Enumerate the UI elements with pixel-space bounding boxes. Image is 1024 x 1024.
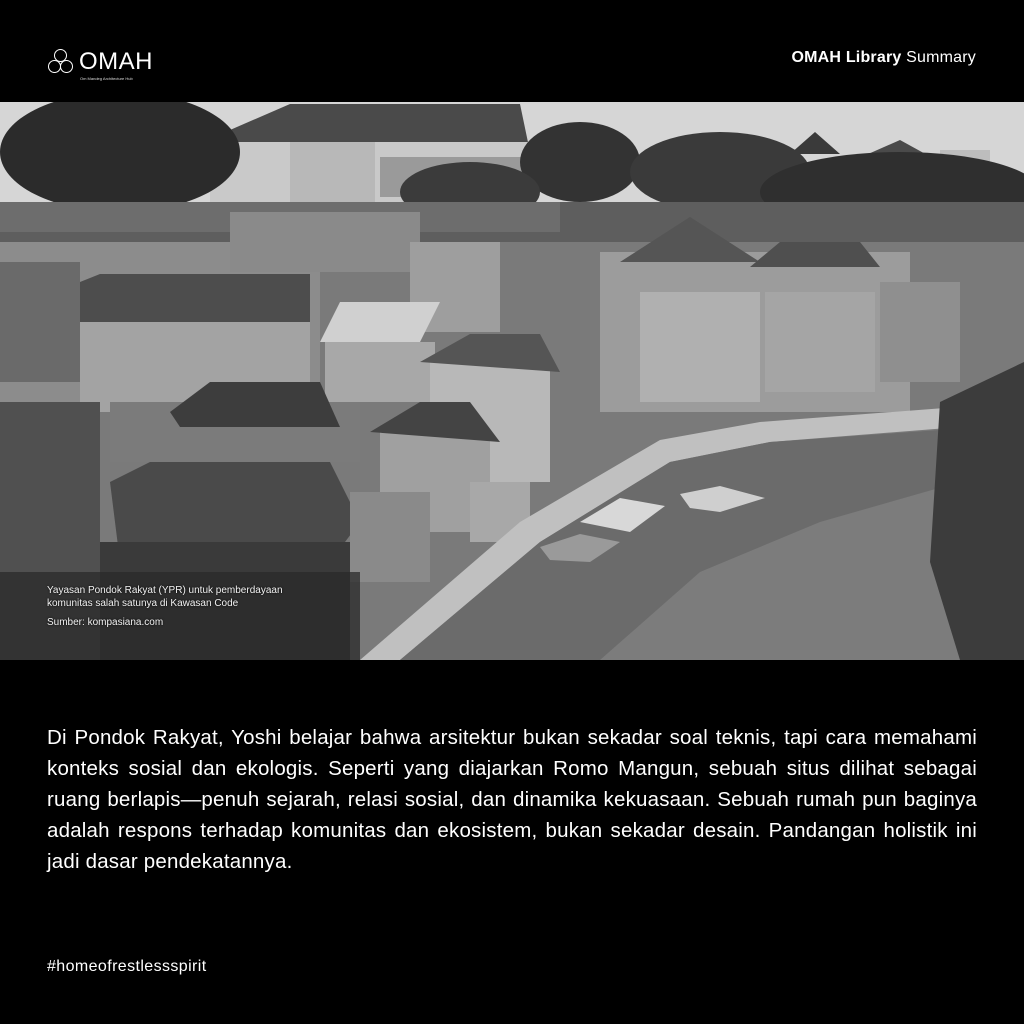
triple-circle-logo-icon bbox=[47, 48, 75, 76]
summary-paragraph: Di Pondok Rakyat, Yoshi belajar bahwa arsitektur bukan sekadar soal teknis, tapi cara memahami konteks sosial dan ekologis. Seperti yang diajarkan Romo Mangun, sebuah situs dilihat sebagai ruang berlapis—penuh sejarah, relasi sosial, dan dinamika kekuasaan. Sebuah rumah pun baginya adalah respons terhadap komunitas dan ekosistem, bukan sekadar desain. Pandangan holistik ini jadi dasar pendekatannya. bbox=[47, 726, 977, 873]
photo-source: Sumber: kompasiana.com bbox=[47, 617, 164, 628]
page-title-bold: OMAH Library bbox=[791, 49, 902, 66]
caption-line-2: komunitas salah satunya di Kawasan Code bbox=[47, 598, 239, 609]
logo-subtext: Om Mandeg Architecture Hub bbox=[80, 76, 133, 81]
page-title bbox=[792, 49, 977, 67]
photo-caption bbox=[47, 584, 283, 629]
caption-line-1: Yayasan Pondok Rakyat (YPR) untuk pemberdayaan bbox=[47, 585, 283, 596]
riverside-settlement-photo bbox=[0, 102, 1024, 660]
logo-text: OMAH bbox=[79, 48, 153, 75]
brand-logo bbox=[47, 48, 153, 81]
hashtag: #homeofrestlessspirit bbox=[47, 958, 207, 975]
page-title-regular: Summary bbox=[906, 49, 976, 66]
